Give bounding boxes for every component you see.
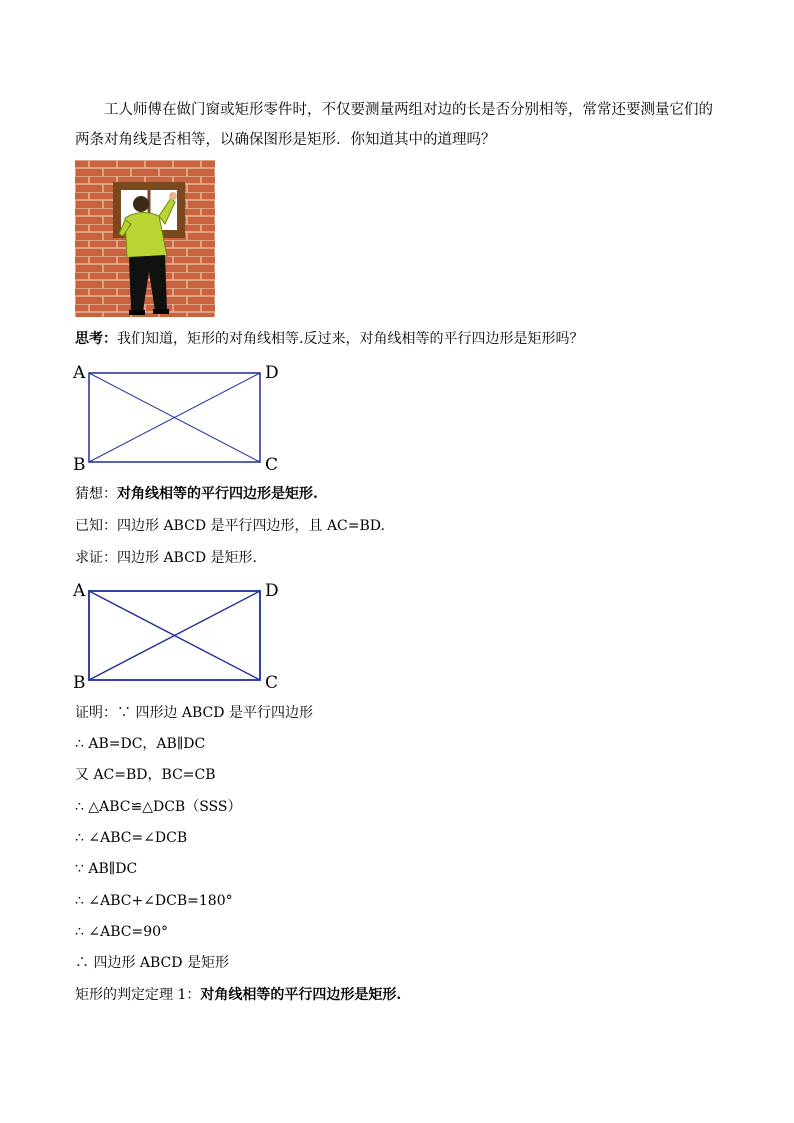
- guess-line: [75, 484, 318, 504]
- proof-line: ∴ ∠ABC=∠DCB: [75, 830, 188, 846]
- proof-line: ∴ AB=DC，AB∥DC: [75, 736, 206, 752]
- theorem-text: 对角线相等的平行四边形是矩形.: [200, 987, 402, 1003]
- proof-line: ∴ ∠ABC+∠DCB=180°: [75, 893, 233, 909]
- think-line: [75, 329, 583, 349]
- intro-paragraph: 工人师傅在做门窗或矩形零件时，不仅要测量两组对边的长是否分别相等，常常还要测量它们的两条对角线是否相等，以确保图形是矩形．你知道其中的道理吗？: [75, 102, 713, 148]
- guess-text: 对角线相等的平行四边形是矩形.: [117, 486, 318, 502]
- think-text: 我们知道，矩形的对角线相等.反过来，对角线相等的平行四边形是矩形吗？: [117, 331, 584, 347]
- rectangle-abcd-figure-2: [70, 578, 290, 693]
- proof-line: ∵ AB∥DC: [75, 861, 138, 877]
- vertex-label-a: A: [73, 581, 86, 601]
- given-line: 已知：四边形 ABCD 是平行四边形，且 AC=BD.: [75, 518, 385, 534]
- theorem-line: [75, 985, 401, 1005]
- guess-label: 猜想：: [75, 486, 117, 502]
- vertex-label-a: A: [73, 363, 86, 383]
- vertex-label-c: C: [265, 455, 279, 475]
- vertex-label-b: B: [73, 455, 86, 475]
- prove-line: 求证：四边形 ABCD 是矩形.: [75, 550, 257, 566]
- proof-line: ∴ △ABC≌△DCB（SSS）: [75, 799, 242, 815]
- vertex-label-d: D: [265, 581, 279, 601]
- proof-line: 又 AC=BD，BC=CB: [75, 767, 216, 783]
- vertex-label-d: D: [265, 363, 279, 383]
- vertex-label-b: B: [73, 673, 86, 693]
- rectangle-abcd-figure-1: [70, 360, 290, 475]
- proof-line: ∴ 四边形 ABCD 是矩形: [75, 955, 229, 971]
- theorem-label: 矩形的判定定理 1：: [75, 987, 201, 1003]
- proof-line: ∴ ∠ABC=90°: [75, 924, 169, 940]
- vertex-label-c: C: [265, 673, 279, 693]
- think-label: 思考：: [75, 331, 117, 347]
- proof-line: 证明：∵ 四形边 ABCD 是平行四边形: [75, 705, 313, 721]
- worker-window-illustration: [75, 160, 215, 317]
